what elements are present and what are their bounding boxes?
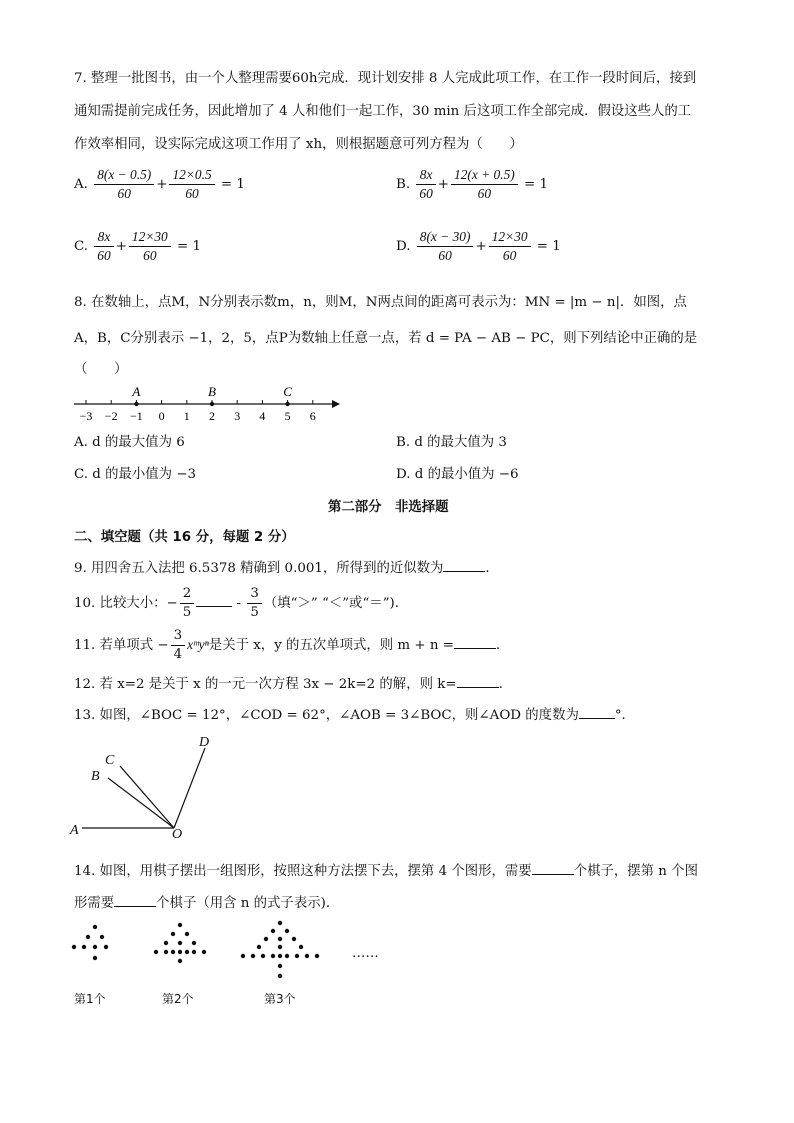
- number-line-tick-label: −2: [104, 409, 118, 423]
- part2-title: 第二部分 非选择题: [328, 500, 449, 515]
- q10-answer-blank[interactable]: [196, 594, 232, 607]
- number-line-tick-label: 0: [158, 409, 165, 423]
- q8-option-d: D. d 的最小值为 −6: [396, 467, 519, 482]
- number-line-point-c: [285, 402, 289, 406]
- number-line-tick-label: 6: [309, 409, 316, 423]
- pattern-figure-3: [241, 921, 319, 978]
- number-line-tick-label: 2: [209, 409, 215, 423]
- caption-figure-1: 第1个: [74, 992, 106, 1006]
- q14-answer-blank-2[interactable]: [114, 894, 156, 907]
- number-line-tick-label: 3: [234, 409, 241, 423]
- number-line-label-a: A: [132, 384, 141, 399]
- q9-answer-blank[interactable]: [443, 559, 485, 572]
- ray-oc: [120, 766, 174, 828]
- section2-title: 二、填空题（共 16 分，每题 2 分）: [74, 530, 295, 545]
- q14-line2: 形需要 个棋子（用含 n 的式子表示)．: [74, 896, 340, 911]
- q7-line3: 作效率相同，设实际完成这项工作用了 xh，则根据题意可列方程为（ ）: [74, 137, 523, 152]
- label-o: O: [172, 827, 183, 842]
- label-a: A: [70, 823, 79, 838]
- number-line-tick-label: −1: [130, 409, 143, 423]
- q8-option-a: A. d 的最大值为 6: [74, 435, 185, 450]
- pattern-ellipsis: ……: [352, 946, 379, 961]
- q7-option-c: C. $\frac{8x}{60}$ + $\frac{12\times 30}{60}$ = 1: [74, 229, 202, 263]
- q7-option-d: D. $\frac{8(x - 30)}{60}$ + $\frac{12\times 30}{60}$ = 1: [396, 229, 561, 263]
- q8-option-b: B. d 的最大值为 3: [396, 435, 507, 450]
- q14-line1: 14. 如图，用棋子摆出一组图形，按照这种方法摆下去，摆第 4 个图形，需要 个棋子，摆第 n 个图: [74, 864, 698, 879]
- number-line-label-b: B: [208, 384, 216, 399]
- q13: 13. 如图，∠BOC = 12°，∠COD = 62°，∠AOB = 3∠BOC，则∠AOD 的度数为 °．: [74, 708, 635, 723]
- number-line: [70, 382, 350, 427]
- q14-answer-blank-1[interactable]: [532, 862, 574, 875]
- number-line-tick-label: 1: [183, 409, 190, 423]
- q8-line3: （ ）: [74, 362, 128, 377]
- ray-od: [174, 748, 205, 828]
- q8-option-c: C. d 的最小值为 −3: [74, 467, 197, 482]
- label-c: C: [105, 753, 115, 768]
- number-line-point-a: [134, 402, 138, 406]
- q12: 12. 若 x=2 是关于 x 的一元一次方程 3x − 2k=2 的解，则 k= ．: [74, 677, 512, 692]
- number-line-point-b: [210, 402, 214, 406]
- q13-answer-blank[interactable]: [579, 706, 615, 719]
- angle-diagram: [66, 730, 226, 840]
- caption-figure-3: 第3个: [264, 992, 296, 1006]
- q7-line2: 通知需提前完成任务，因此增加了 4 人和他们一起工作，30 min 后这项工作全部完成．假设这些人的工: [74, 104, 692, 119]
- q7-option-a: A. $\frac{8(x - 0.5)}{60}$ + $\frac{12\times 0.5}{60}$ = 1: [74, 167, 245, 201]
- pattern-figure-2: [154, 923, 206, 963]
- q9: 9. 用四舍五入法把 6.5378 精确到 0.001，所得到的近似数为 ．: [74, 561, 499, 576]
- number-line-tick-label: −3: [79, 409, 93, 423]
- ray-ob: [108, 778, 174, 828]
- number-line-tick-label: 4: [259, 409, 266, 423]
- q7-line1: 7. 整理一批图书，由一个人整理需要60h完成．现计划安排 8 人完成此项工作，在工作一段时间后，接到: [74, 71, 697, 86]
- q10: 10. 比较大小：− $\frac{2}{5}$ - $\frac{3}{5}$ （填“＞” “＜”或“＝”).: [74, 586, 400, 620]
- q11-answer-blank[interactable]: [454, 636, 496, 649]
- label-d: D: [199, 735, 210, 750]
- label-b: B: [91, 769, 100, 784]
- number-line-label-c: C: [283, 384, 292, 399]
- q8-line2: A，B，C分别表示 −1，2，5，点P为数轴上任意一点，若 d = PA − AB − PC，则下列结论中正确的是: [74, 331, 698, 346]
- q11: 11. 若单项式 − $\frac{3}{4}$ xᵐyⁿ是关于 x，y 的五次单项式，则 m + n = ．: [74, 628, 510, 662]
- q7-option-b: B. $\frac{8x}{60}$ + $\frac{12(x + 0.5)}{60}$ = 1: [396, 167, 548, 201]
- number-line-tick-label: 5: [284, 409, 291, 423]
- q12-answer-blank[interactable]: [457, 675, 499, 688]
- caption-figure-2: 第2个: [162, 992, 194, 1006]
- number-line-arrow: [332, 400, 340, 408]
- chess-pattern-figures: [60, 915, 400, 985]
- q8-line1: 8. 在数轴上，点M，N分别表示数m，n，则M，N两点间的距离可表示为：MN = |m − n|．如图，点: [74, 295, 687, 310]
- pattern-figure-1: [72, 925, 108, 960]
